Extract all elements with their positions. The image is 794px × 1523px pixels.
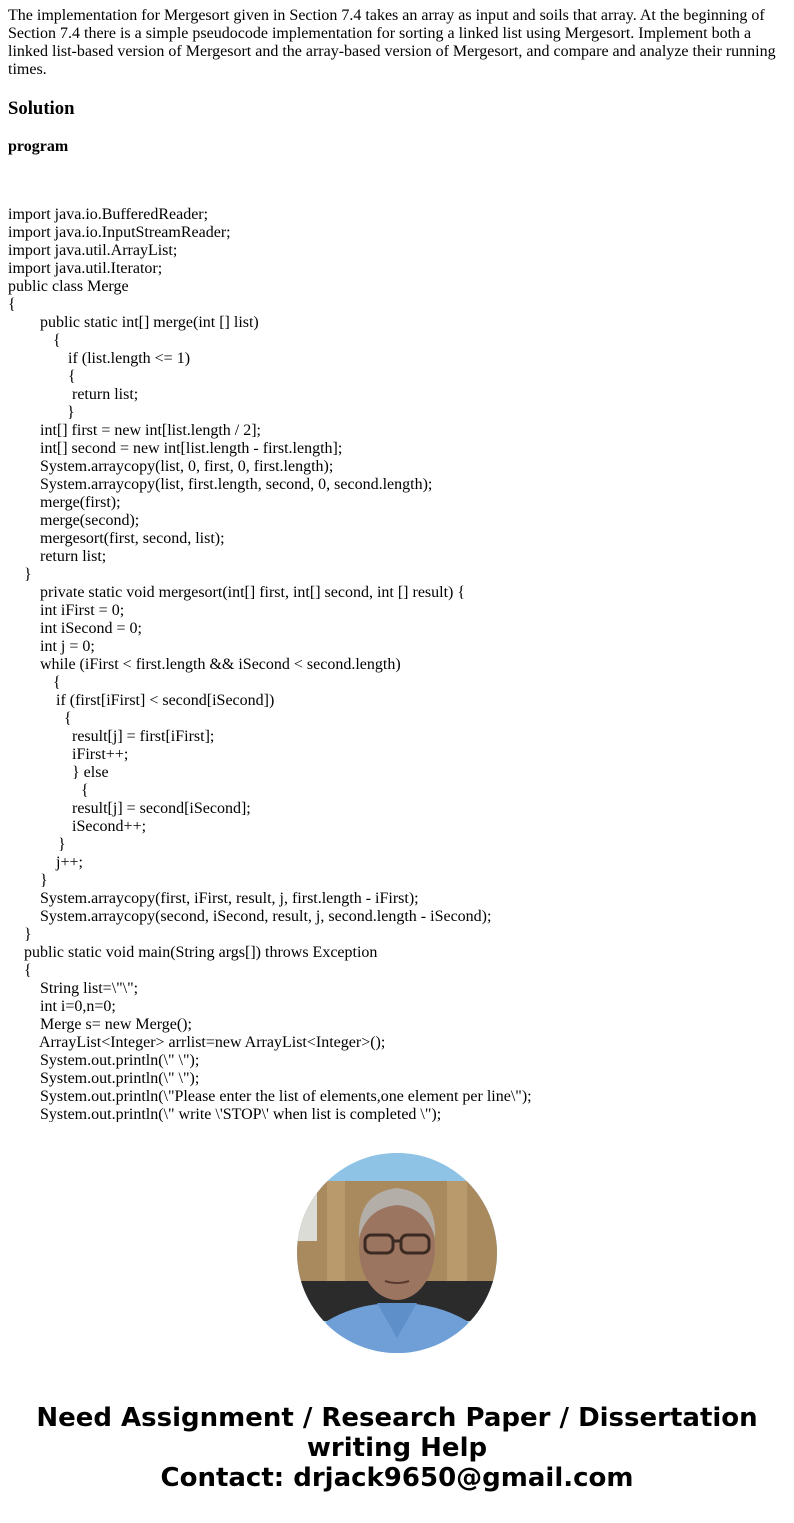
code-line: System.arraycopy(first, iFirst, result, j, first.length - iFirst); [40,890,419,907]
code-line: { [64,710,72,727]
code-line: System.arraycopy(list, first.length, second, 0, second.length); [40,476,433,493]
code-line: int j = 0; [40,638,95,655]
code-line: merge(second); [40,512,140,529]
code-line: iFirst++; [72,746,129,763]
person-photo-icon [297,1153,497,1353]
advert-banner [0,1403,794,1493]
code-line: import java.io.BufferedReader; [8,206,209,223]
avatar [297,1153,497,1353]
code-line: } [58,836,66,853]
code-line: { [81,782,89,799]
code-line: int iFirst = 0; [40,602,125,619]
code-line: } [24,926,32,943]
code-line: System.arraycopy(second, iSecond, result, j, second.length - iSecond); [40,908,492,925]
code-line: ArrayList<Integer> arrlist=new ArrayList<Integer>(); [39,1034,386,1051]
code-line: { [24,962,32,979]
code-line: if (list.length <= 1) [68,350,191,367]
code-line: } [40,872,48,889]
code-line: int i=0,n=0; [40,998,116,1015]
code-line: int[] first = new int[list.length / 2]; [40,422,261,439]
code-line: String list=\"\"; [40,980,139,997]
advert-line-2: writing Help [306,1433,488,1463]
code-line: public class Merge [8,278,129,295]
code-line: result[j] = second[iSecond]; [72,800,251,817]
code-line: Merge s= new Merge(); [40,1016,192,1033]
code-line: merge(first); [40,494,121,511]
code-line: import java.util.Iterator; [8,260,163,277]
code-line: import java.io.InputStreamReader; [8,224,231,241]
code-line: System.out.println(\" \"); [40,1052,200,1069]
code-line: return list; [72,386,139,403]
code-line: { [68,368,76,385]
advert-line-1: Need Assignment / Research Paper / Dissertation [36,1403,758,1433]
code-line: mergesort(first, second, list); [40,530,225,547]
code-line: System.out.println(\" write \'STOP\' when list is completed \"); [40,1106,442,1122]
question-text: The implementation for Mergesort given in Section 7.4 takes an array as input and soils that array. At the beginning of Section 7.4 there is a simple pseudocode implementation for sorting a linked list using Mergesort. Implement both a linked list-based version of Mergesort and the array-based version of Mergesort, and compare and analyze their running times. [8,7,776,78]
code-line: } [67,404,75,421]
code-line: System.out.println(\"Please enter the list of elements,one element per line\"); [40,1088,532,1105]
advert-contact: Contact: drjack9650@gmail.com [160,1463,634,1493]
code-line: while (iFirst < first.length && iSecond < second.length) [40,656,401,673]
code-line: { [8,296,16,313]
code-line: public static void main(String args[]) throws Exception [24,944,378,961]
code-line: System.arraycopy(list, 0, first, 0, first.length); [40,458,334,475]
code-line: iSecond++; [72,818,147,835]
code-line: } [24,566,32,583]
code-line: result[j] = first[iFirst]; [72,728,215,745]
code-line: } else [72,764,109,781]
program-subheading: program [8,138,69,155]
code-line: int iSecond = 0; [40,620,142,637]
code-line: int[] second = new int[list.length - first.length]; [40,440,343,457]
code-line: return list; [40,548,107,565]
code-line: { [53,674,61,691]
code-line: System.out.println(\" \"); [40,1070,200,1087]
code-line: { [53,332,61,349]
code-line: import java.util.ArrayList; [8,242,178,259]
code-line: if (first[iFirst] < second[iSecond]) [56,692,275,709]
code-line: j++; [56,854,83,871]
code-line: private static void mergesort(int[] first, int[] second, int [] result) { [40,584,466,601]
code-block [8,206,788,1122]
code-line: public static int[] merge(int [] list) [40,314,259,331]
solution-heading: Solution [8,98,75,119]
